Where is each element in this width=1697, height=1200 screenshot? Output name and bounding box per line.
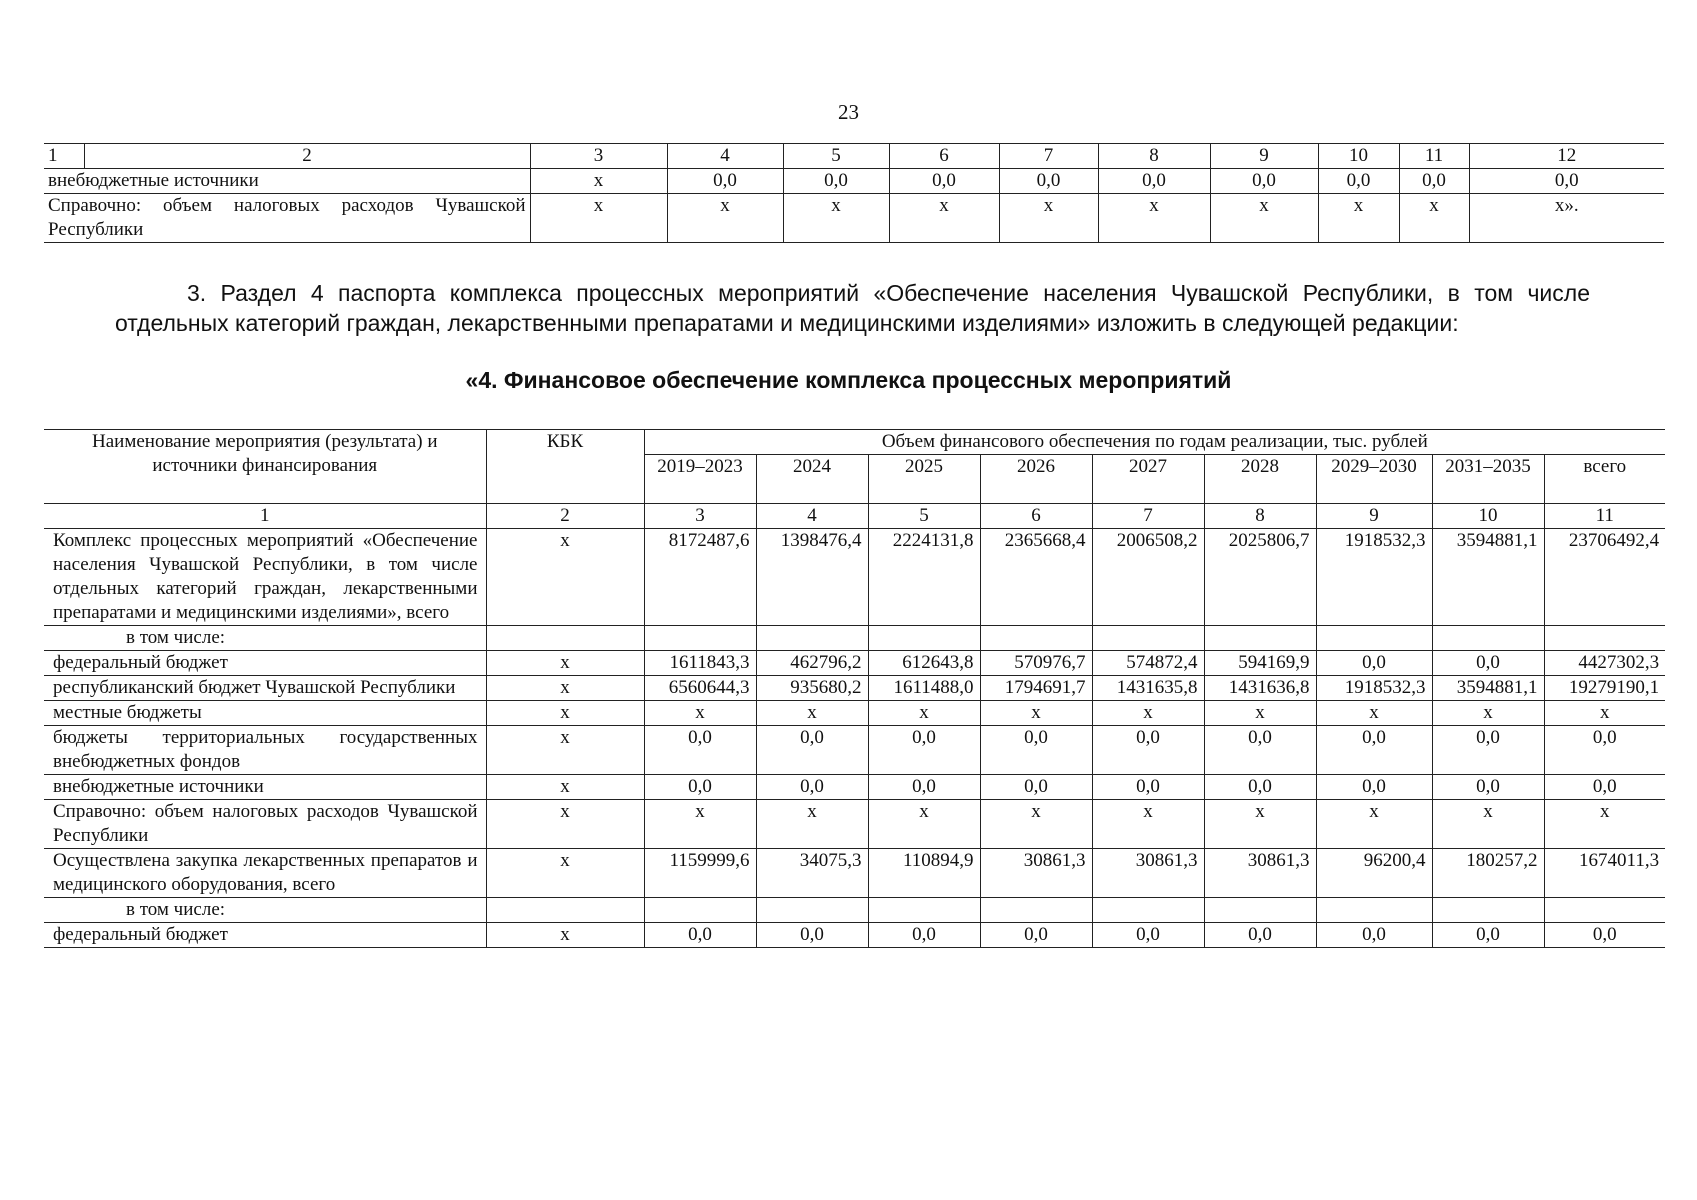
value-cell: 0,0 <box>980 775 1092 800</box>
value-cell: 935680,2 <box>756 676 868 701</box>
value-cell: 1794691,7 <box>980 676 1092 701</box>
table-row <box>44 726 1665 775</box>
value-cell: 0,0 <box>756 923 868 948</box>
value-cell: x <box>644 701 756 726</box>
year-header-cell: 2028 <box>1204 455 1316 504</box>
table-row <box>44 529 1665 626</box>
value-cell: 2006508,2 <box>1092 529 1204 626</box>
column-number-cell: 3 <box>644 504 756 529</box>
value-cell: 0,0 <box>889 169 999 194</box>
column-number-cell: 6 <box>980 504 1092 529</box>
value-cell: 570976,7 <box>980 651 1092 676</box>
value-cell: 0,0 <box>756 775 868 800</box>
value-cell: 30861,3 <box>1204 849 1316 898</box>
kbk-cell: x <box>486 800 644 849</box>
value-cell: 0,0 <box>1204 726 1316 775</box>
table-row <box>44 676 1665 701</box>
value-cell: 612643,8 <box>868 651 980 676</box>
value-cell <box>756 898 868 923</box>
value-cell: 23706492,4 <box>1544 529 1665 626</box>
value-cell: x <box>1318 194 1399 243</box>
value-cell <box>756 626 868 651</box>
column-numbers-row <box>44 504 1665 529</box>
value-cell: 0,0 <box>1092 726 1204 775</box>
row-label-cell: внебюджетные источники <box>44 169 530 194</box>
column-number-cell: 11 <box>1544 504 1665 529</box>
value-cell: 0,0 <box>1316 775 1432 800</box>
header-kbk-cell: КБК <box>486 430 644 504</box>
value-cell <box>644 626 756 651</box>
value-cell: 96200,4 <box>1316 849 1432 898</box>
value-cell: 0,0 <box>756 726 868 775</box>
value-cell: 0,0 <box>1318 169 1399 194</box>
row-name-cell: Комплекс процессных мероприятий «Обеспечение населения Чувашской Республики, в том числе отдельных категорий граждан, лекарственными препаратами и медицинскими изделиями», всего <box>44 529 486 626</box>
table-row <box>44 701 1665 726</box>
value-cell: x <box>1098 194 1210 243</box>
value-cell: x <box>1210 194 1318 243</box>
table-row <box>44 194 1664 243</box>
financing-table <box>44 429 1665 948</box>
column-number-cell: 5 <box>868 504 980 529</box>
section-title: «4. Финансовое обеспечение комплекса процессных мероприятий <box>465 367 1232 393</box>
table-row <box>44 626 1665 651</box>
value-cell: 0,0 <box>1204 775 1316 800</box>
value-cell: x <box>1544 800 1665 849</box>
value-cell: 0,0 <box>868 726 980 775</box>
value-cell <box>868 898 980 923</box>
value-cell: 1674011,3 <box>1544 849 1665 898</box>
value-cell <box>1092 898 1204 923</box>
value-cell: 34075,3 <box>756 849 868 898</box>
value-cell: 0,0 <box>1432 923 1544 948</box>
value-cell: 0,0 <box>644 726 756 775</box>
value-cell: 0,0 <box>667 169 783 194</box>
value-cell: 462796,2 <box>756 651 868 676</box>
value-cell <box>1316 898 1432 923</box>
value-cell: 3594881,1 <box>1432 529 1544 626</box>
value-cell <box>1316 626 1432 651</box>
row-name-cell: Осуществлена закупка лекарственных препаратов и медицинского оборудования, всего <box>44 849 486 898</box>
value-cell: x <box>980 701 1092 726</box>
value-cell: x <box>999 194 1098 243</box>
value-cell <box>1204 898 1316 923</box>
value-cell: 6560644,3 <box>644 676 756 701</box>
value-cell: x <box>530 169 667 194</box>
row-name-cell: в том числе: <box>44 626 486 651</box>
value-cell: 8172487,6 <box>644 529 756 626</box>
value-cell: x». <box>1469 194 1664 243</box>
column-number-cell: 2 <box>84 144 530 169</box>
value-cell: x <box>980 800 1092 849</box>
year-header-cell: 2025 <box>868 455 980 504</box>
value-cell: 574872,4 <box>1092 651 1204 676</box>
value-cell <box>1544 626 1665 651</box>
year-header-cell: 2029–2030 <box>1316 455 1432 504</box>
column-number-cell: 1 <box>44 504 486 529</box>
value-cell: x <box>1399 194 1469 243</box>
row-name-cell: внебюджетные источники <box>44 775 486 800</box>
value-cell: x <box>1092 701 1204 726</box>
kbk-cell: x <box>486 651 644 676</box>
value-cell: 0,0 <box>1316 923 1432 948</box>
kbk-cell: x <box>486 529 644 626</box>
value-cell: 0,0 <box>980 923 1092 948</box>
table-row <box>44 775 1665 800</box>
column-number-cell: 8 <box>1204 504 1316 529</box>
value-cell: 19279190,1 <box>1544 676 1665 701</box>
value-cell: 0,0 <box>980 726 1092 775</box>
table-row <box>44 923 1665 948</box>
value-cell: 0,0 <box>1399 169 1469 194</box>
year-header-cell: 2019–2023 <box>644 455 756 504</box>
column-number-cell: 6 <box>889 144 999 169</box>
value-cell: 0,0 <box>1544 923 1665 948</box>
column-number-cell: 9 <box>1210 144 1318 169</box>
value-cell: x <box>756 701 868 726</box>
column-number-cell: 2 <box>486 504 644 529</box>
value-cell: 594169,9 <box>1204 651 1316 676</box>
column-number-cell: 7 <box>999 144 1098 169</box>
value-cell: x <box>1204 800 1316 849</box>
value-cell: 1918532,3 <box>1316 529 1432 626</box>
value-cell: 1611843,3 <box>644 651 756 676</box>
value-cell <box>868 626 980 651</box>
value-cell: x <box>756 800 868 849</box>
value-cell: 1431636,8 <box>1204 676 1316 701</box>
column-number-cell: 1 <box>44 144 84 169</box>
row-name-cell: местные бюджеты <box>44 701 486 726</box>
kbk-cell: x <box>486 849 644 898</box>
value-cell <box>1432 898 1544 923</box>
value-cell: 0,0 <box>1092 775 1204 800</box>
value-cell: 110894,9 <box>868 849 980 898</box>
value-cell: x <box>868 800 980 849</box>
value-cell: 1159999,6 <box>644 849 756 898</box>
kbk-cell: x <box>486 775 644 800</box>
value-cell: 0,0 <box>1210 169 1318 194</box>
column-number-cell: 4 <box>667 144 783 169</box>
value-cell: 2025806,7 <box>1204 529 1316 626</box>
value-cell: 30861,3 <box>980 849 1092 898</box>
column-number-cell: 12 <box>1469 144 1664 169</box>
value-cell <box>644 898 756 923</box>
table-row <box>44 169 1664 194</box>
value-cell: 0,0 <box>1204 923 1316 948</box>
column-number-cell: 7 <box>1092 504 1204 529</box>
column-number-cell: 9 <box>1316 504 1432 529</box>
kbk-cell: x <box>486 676 644 701</box>
year-header-cell: всего <box>1544 455 1665 504</box>
value-cell <box>1092 626 1204 651</box>
value-cell: 0,0 <box>1098 169 1210 194</box>
year-header-cell: 2026 <box>980 455 1092 504</box>
value-cell: 0,0 <box>1432 775 1544 800</box>
value-cell: x <box>1432 800 1544 849</box>
kbk-cell <box>486 898 644 923</box>
row-name-cell: федеральный бюджет <box>44 923 486 948</box>
value-cell: 0,0 <box>644 775 756 800</box>
value-cell <box>1544 898 1665 923</box>
row-name-cell: бюджеты территориальных государственных внебюджетных фондов <box>44 726 486 775</box>
value-cell <box>980 626 1092 651</box>
kbk-cell: x <box>486 701 644 726</box>
column-number-cell: 5 <box>783 144 889 169</box>
value-cell: 0,0 <box>1432 726 1544 775</box>
value-cell: x <box>667 194 783 243</box>
value-cell <box>980 898 1092 923</box>
top-continuation-table <box>44 143 1664 243</box>
row-name-cell: Справочно: объем налоговых расходов Чувашской Республики <box>44 800 486 849</box>
value-cell: x <box>1316 800 1432 849</box>
value-cell: x <box>1092 800 1204 849</box>
year-header-cell: 2031–2035 <box>1432 455 1544 504</box>
column-number-cell: 11 <box>1399 144 1469 169</box>
value-cell: 180257,2 <box>1432 849 1544 898</box>
value-cell: x <box>644 800 756 849</box>
value-cell: x <box>1204 701 1316 726</box>
value-cell: x <box>530 194 667 243</box>
value-cell: x <box>868 701 980 726</box>
value-cell: 1918532,3 <box>1316 676 1432 701</box>
value-cell: x <box>1316 701 1432 726</box>
value-cell: x <box>1544 701 1665 726</box>
page-number: 23 <box>838 100 859 124</box>
column-number-cell: 8 <box>1098 144 1210 169</box>
kbk-cell: x <box>486 923 644 948</box>
value-cell: 0,0 <box>644 923 756 948</box>
column-number-cell: 3 <box>530 144 667 169</box>
value-cell: 0,0 <box>999 169 1098 194</box>
row-name-cell: республиканский бюджет Чувашской Республики <box>44 676 486 701</box>
column-number-cell: 4 <box>756 504 868 529</box>
value-cell: 0,0 <box>868 775 980 800</box>
header-volume-cell: Объем финансового обеспечения по годам реализации, тыс. рублей <box>644 430 1665 455</box>
row-name-cell: федеральный бюджет <box>44 651 486 676</box>
column-number-cell: 10 <box>1318 144 1399 169</box>
kbk-cell: x <box>486 726 644 775</box>
table-row <box>44 651 1665 676</box>
value-cell: 0,0 <box>783 169 889 194</box>
value-cell: 4427302,3 <box>1544 651 1665 676</box>
header-row <box>44 430 1665 455</box>
value-cell: 1398476,4 <box>756 529 868 626</box>
row-name-cell: в том числе: <box>44 898 486 923</box>
value-cell: 2224131,8 <box>868 529 980 626</box>
value-cell: 0,0 <box>1316 726 1432 775</box>
value-cell: 1611488,0 <box>868 676 980 701</box>
table-row <box>44 898 1665 923</box>
value-cell: 0,0 <box>1432 651 1544 676</box>
value-cell: 1431635,8 <box>1092 676 1204 701</box>
value-cell: 0,0 <box>1316 651 1432 676</box>
column-number-cell: 10 <box>1432 504 1544 529</box>
value-cell: 0,0 <box>868 923 980 948</box>
table-header-row <box>44 144 1664 169</box>
row-label-cell: Справочно: объем налоговых расходов Чувашской Республики <box>44 194 530 243</box>
value-cell: 3594881,1 <box>1432 676 1544 701</box>
table-row <box>44 800 1665 849</box>
kbk-cell <box>486 626 644 651</box>
value-cell: x <box>889 194 999 243</box>
value-cell <box>1204 626 1316 651</box>
amendment-paragraph: 3. Раздел 4 паспорта комплекса процессных мероприятий «Обеспечение населения Чувашской Республики, в том числе отдельных категорий граждан, лекарственными препаратами и медицинскими изделиями» изложить в следующей редакции: <box>115 280 1590 336</box>
year-header-cell: 2024 <box>756 455 868 504</box>
header-name-cell: Наименование мероприятия (результата) и источники финансирования <box>44 430 486 504</box>
value-cell: x <box>783 194 889 243</box>
value-cell: 0,0 <box>1544 726 1665 775</box>
value-cell: x <box>1432 701 1544 726</box>
value-cell: 2365668,4 <box>980 529 1092 626</box>
value-cell: 30861,3 <box>1092 849 1204 898</box>
year-header-cell: 2027 <box>1092 455 1204 504</box>
value-cell <box>1432 626 1544 651</box>
value-cell: 0,0 <box>1544 775 1665 800</box>
value-cell: 0,0 <box>1092 923 1204 948</box>
table-row <box>44 849 1665 898</box>
value-cell: 0,0 <box>1469 169 1664 194</box>
